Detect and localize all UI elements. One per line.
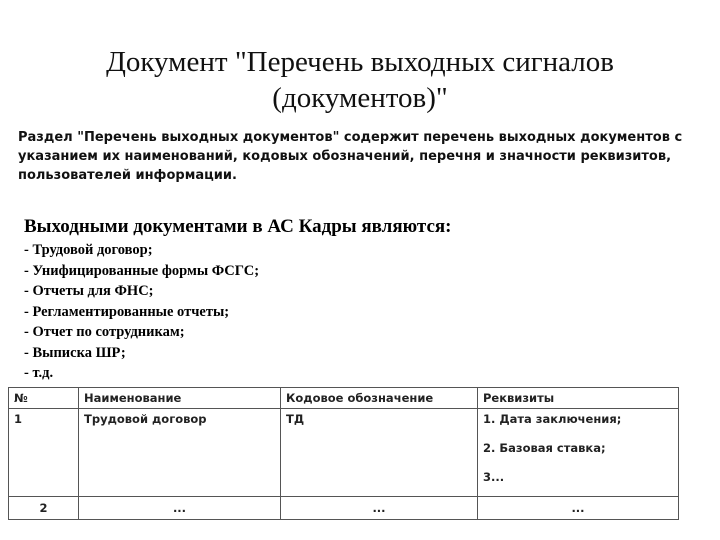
list-item: - Отчеты для ФНС; (24, 283, 154, 299)
cell-code: ТД (281, 409, 478, 497)
output-documents-list (24, 240, 259, 384)
requisite-item: 3... (483, 470, 505, 484)
intro-paragraph: Раздел "Перечень выходных документов" содержит перечень выходных документов с указанием их наименований, кодовых обозначений, перечня и значности реквизитов, пользователей информации. (18, 130, 683, 183)
list-item: - Выписка ШР; (24, 344, 126, 361)
requisite-item: 2. Базовая ставка; (483, 441, 606, 455)
table-row (9, 409, 679, 497)
cell-name: ... (79, 497, 281, 520)
list-item: - Унифицированные формы ФСГС; (24, 262, 260, 279)
list-item: - Регламентированные отчеты; (24, 303, 230, 320)
list-item: - Трудовой договор; (24, 242, 153, 258)
col-header-requisites: Реквизиты (478, 388, 679, 409)
output-documents-heading: Выходными документами в АС Кадры являются: (24, 216, 452, 237)
requisite-item: 1. Дата заключения; (483, 412, 622, 426)
col-header-name: Наименование (79, 388, 281, 409)
output-documents-table (8, 387, 679, 520)
cell-name: Трудовой договор (79, 409, 281, 497)
cell-code: ... (281, 497, 478, 520)
list-item: - т.д. (24, 365, 54, 381)
cell-requisites (478, 409, 679, 497)
table-row (9, 497, 679, 520)
cell-number: 1 (9, 409, 79, 497)
cell-requisites: ... (478, 497, 679, 520)
slide-title: Документ "Перечень выходных сигналов (документов)" (106, 46, 614, 114)
cell-number: 2 (9, 497, 79, 520)
col-header-code: Кодовое обозначение (281, 388, 478, 409)
table-header-row (9, 388, 679, 409)
list-item: - Отчет по сотрудникам; (24, 324, 185, 340)
col-header-number: № (9, 388, 79, 409)
